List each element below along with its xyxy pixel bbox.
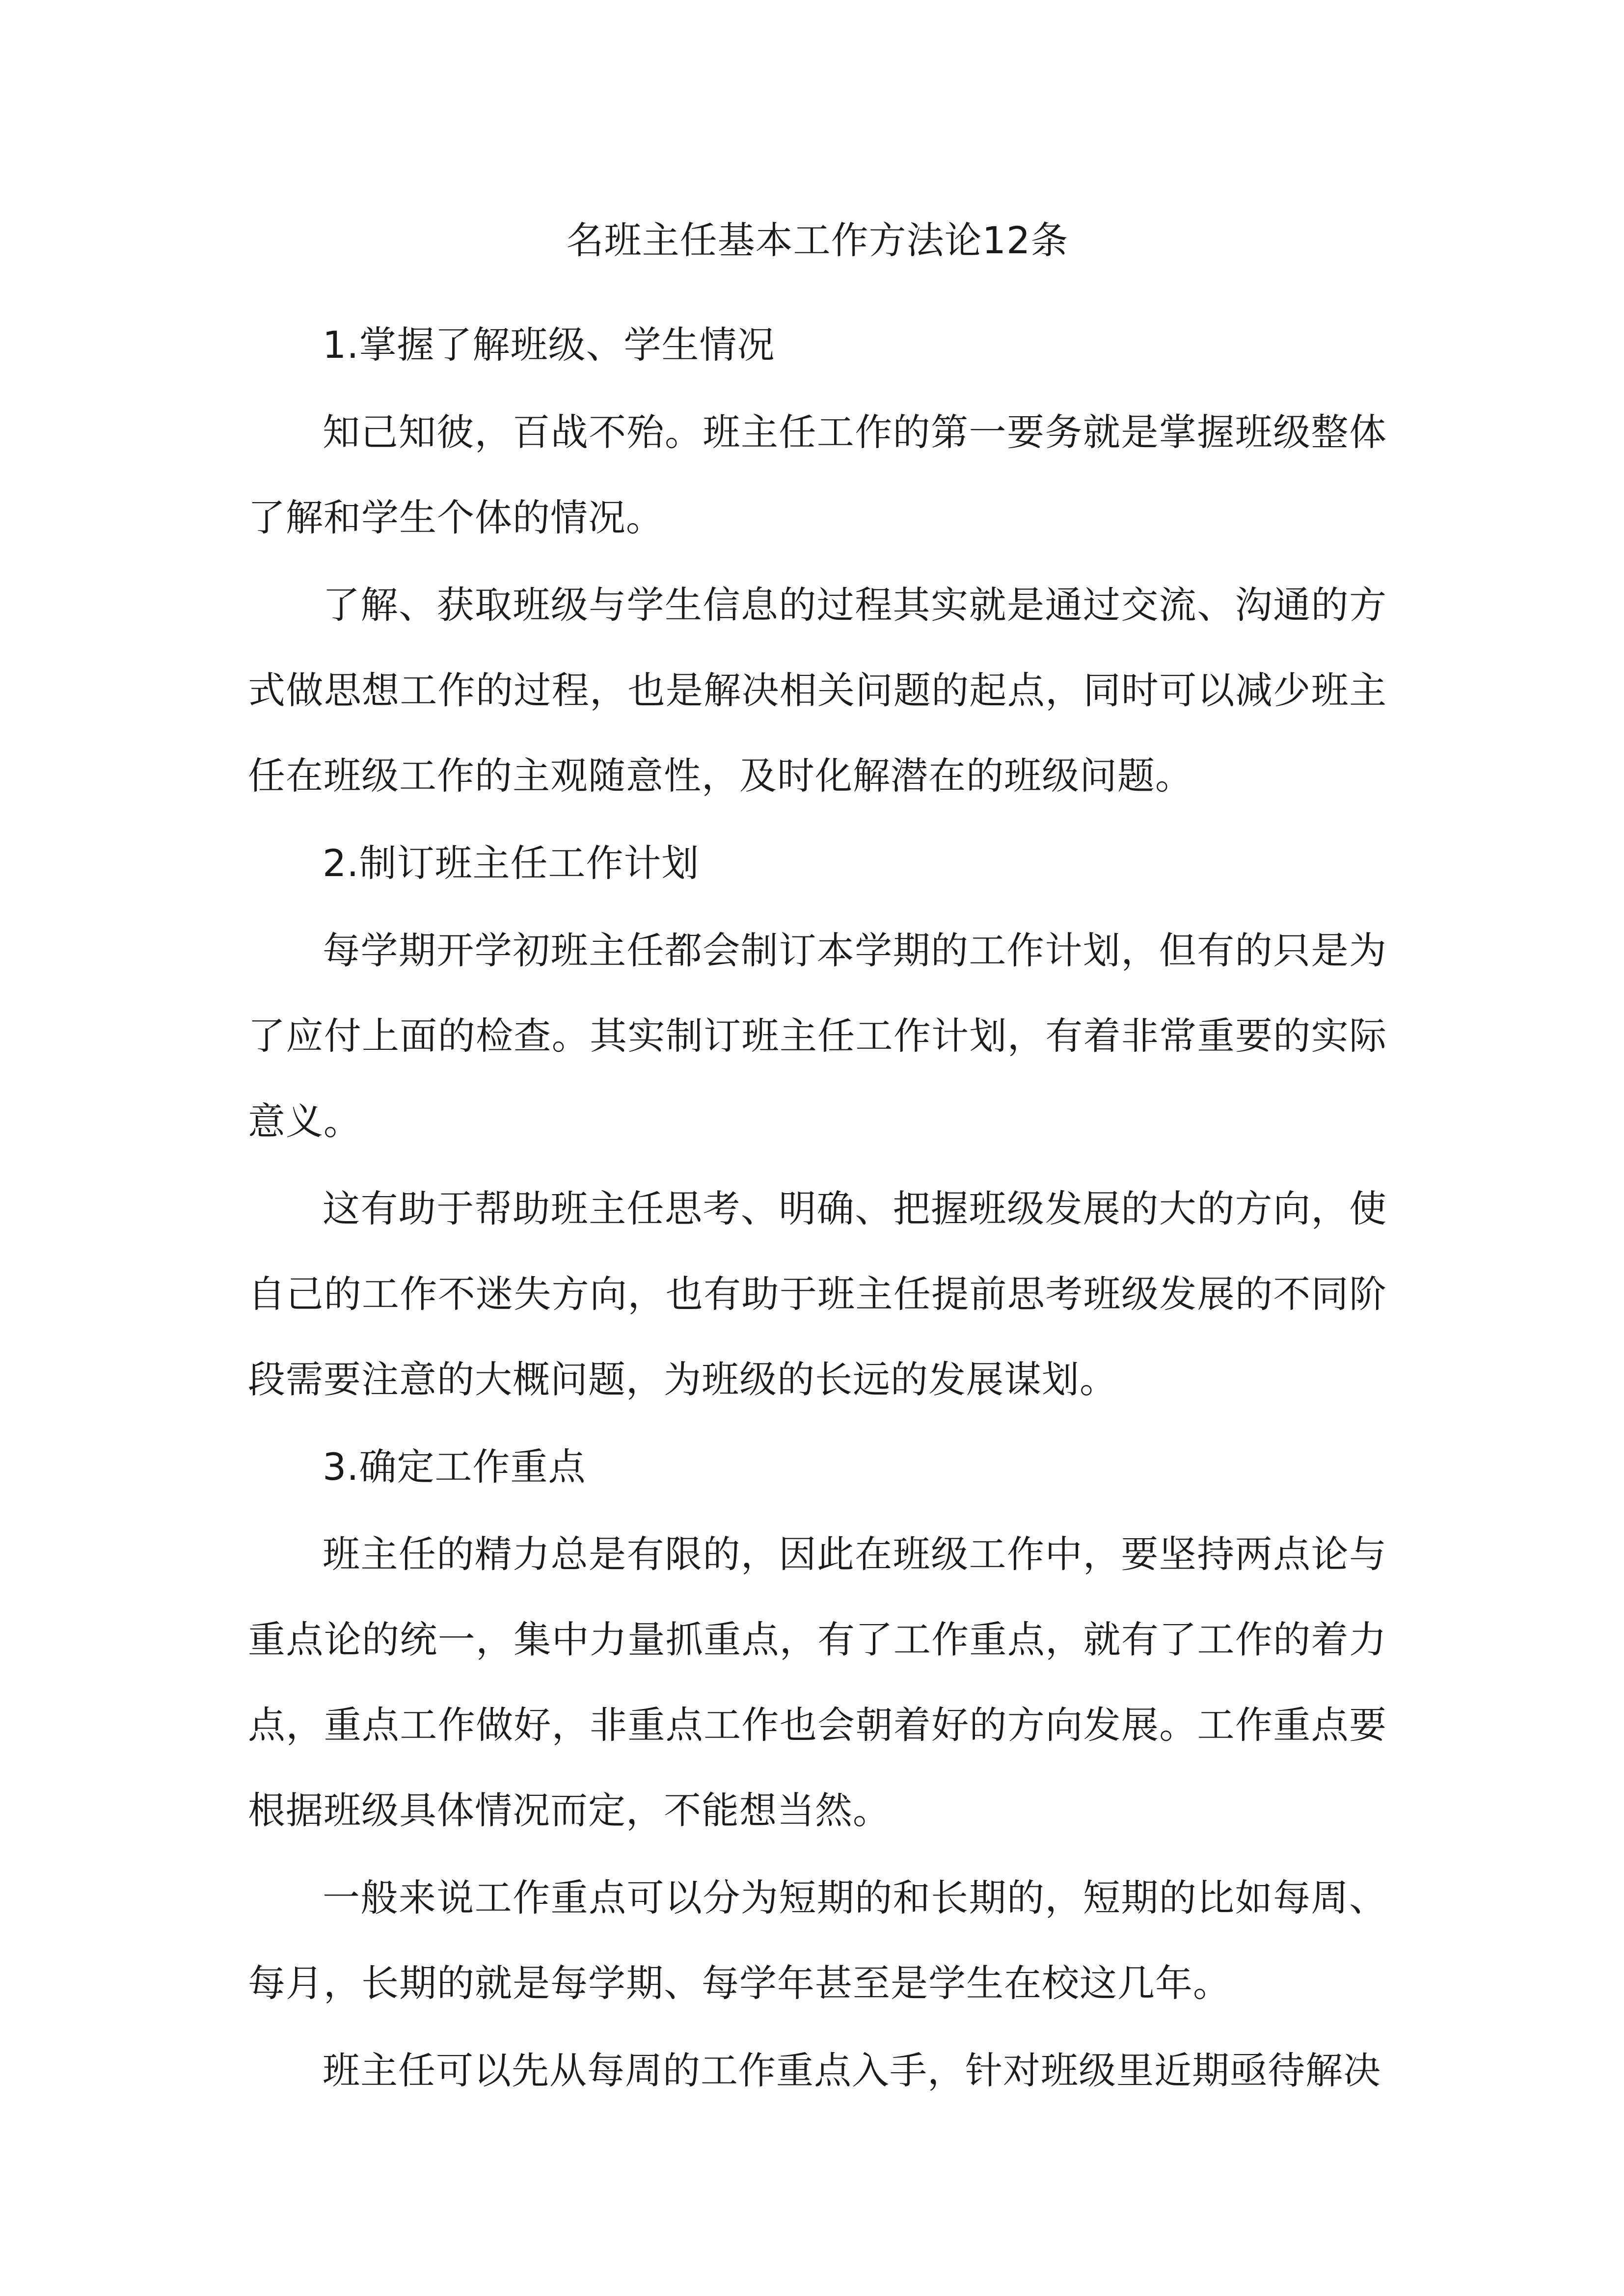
body-paragraph: 一般来说工作重点可以分为短期的和长期的，短期的比如每周、每月，长期的就是每学期、每学年甚至是学生在校这几年。 [248,1876,1387,2005]
body-paragraph: 班主任可以先从每周的工作重点入手，针对班级里近期亟待解决 [323,2049,1381,2092]
body-paragraph: 了解、获取班级与学生信息的过程其实就是通过交流、沟通的方式做思想工作的过程，也是解决相关问题的起点，同时可以减少班主任在班级工作的主观随意性，及时化解潜在的班级问题。 [248,583,1387,798]
body-paragraph: 这有助于帮助班主任思考、明确、把握班级发展的大的方向，使自己的工作不迷失方向，也有助于班主任提前思考班级发展的不同阶段需要注意的大概问题，为班级的长远的发展谋划。 [248,1187,1387,1401]
body-paragraph: 班主任的精力总是有限的，因此在班级工作中，要坚持两点论与重点论的统一，集中力量抓重点，有了工作重点，就有了工作的着力点，重点工作做好，非重点工作也会朝着好的方向发展。工作重点要根据班级具体情况而定，不能想当然。 [248,1532,1387,1832]
document-body [248,216,1387,2115]
body-paragraph: 每学期开学初班主任都会制订本学期的工作计划，但有的只是为了应付上面的检查。其实制订班主任工作计划，有着非常重要的实际意义。 [248,929,1387,1143]
body-paragraph: 知己知彼，百战不殆。班主任工作的第一要务就是掌握班级整体了解和学生个体的情况。 [248,410,1387,539]
section-heading-1: 1.掌握了解班级、学生情况 [323,323,775,367]
document-title: 名班主任基本工作方法论12条 [566,218,1069,262]
section-heading-3: 3.确定工作重点 [323,1445,586,1489]
section-heading-2: 2.制订班主任工作计划 [323,841,700,885]
